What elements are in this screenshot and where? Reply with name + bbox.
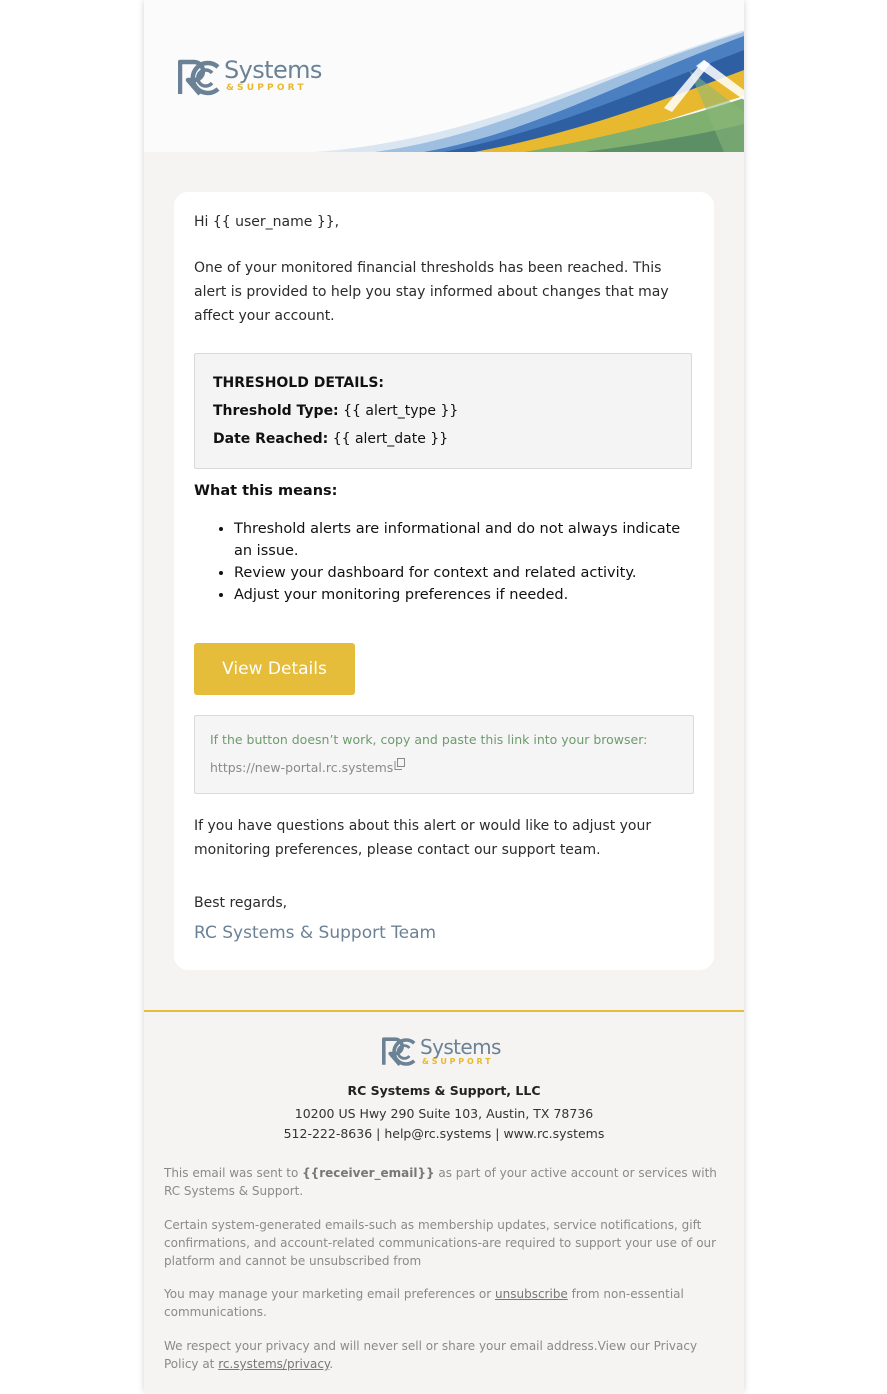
email-footer xyxy=(144,1010,744,1394)
fallback-note: If the button doesn’t work, copy and paste this link into your browser: xyxy=(210,732,648,747)
sent-to-notice xyxy=(164,1164,724,1200)
copy-icon[interactable] xyxy=(394,758,405,770)
sent-suffix: as part of your active account or services with RC Systems & Support. xyxy=(164,1166,717,1198)
list-item: • Adjust your monitoring preferences if needed. xyxy=(234,584,694,606)
phone-link[interactable]: 512-222-8636 xyxy=(283,1126,373,1141)
receiver-email: {{receiver_email}} xyxy=(302,1166,435,1180)
fallback-url-row xyxy=(210,760,405,775)
logo-wordmark: Systems xyxy=(420,1035,501,1059)
logo-wordmark: Systems xyxy=(224,56,322,84)
view-details-button[interactable]: View Details xyxy=(194,643,355,695)
date-reached-value: {{ alert_date }} xyxy=(332,431,449,447)
privacy-notice xyxy=(164,1337,724,1373)
company-address: 10200 US Hwy 290 Suite 103, Austin, TX 78736 xyxy=(294,1106,594,1121)
email-header xyxy=(144,0,744,152)
separator: | xyxy=(491,1126,504,1141)
threshold-type-row xyxy=(213,403,458,419)
threshold-type-label: Threshold Type: xyxy=(213,403,339,419)
intro-paragraph: One of your monitored financial thresholds has been reached. This alert is provided to help you stay informed about changes that may affect your account. xyxy=(194,260,669,324)
email-container xyxy=(144,0,744,1392)
privacy-prefix: We respect your privacy and will never sell or share your email address.View our Privacy Policy at xyxy=(164,1339,698,1371)
meaning-list xyxy=(194,518,694,606)
system-email-notice: Certain system-generated emails-such as membership updates, service notifications, gift confirmations, and account-related communications-are required to support your use of our platform and cannot be unsubscribed from xyxy=(164,1218,717,1268)
contact-line xyxy=(144,1126,744,1141)
manage-suffix: from non-essential communications. xyxy=(164,1287,684,1319)
questions-paragraph: If you have questions about this alert or would like to adjust your monitoring preferences, please contact our support team. xyxy=(194,818,652,858)
company-name: RC Systems & Support, LLC xyxy=(347,1083,541,1098)
signoff: Best regards, xyxy=(194,895,288,911)
threshold-details-box xyxy=(194,353,692,469)
threshold-type-value: {{ alert_type }} xyxy=(343,403,459,419)
website-link[interactable]: www.rc.systems xyxy=(503,1126,605,1141)
logo-subtext: &SUPPORT xyxy=(226,83,307,93)
fallback-url-link[interactable]: https://new-portal.rc.systems xyxy=(210,760,394,775)
privacy-suffix: . xyxy=(329,1357,334,1371)
unsubscribe-link[interactable]: unsubscribe xyxy=(495,1287,568,1301)
list-item: • Review your dashboard for context and related activity. xyxy=(234,562,694,584)
date-reached-row xyxy=(213,431,448,447)
fallback-link-box xyxy=(194,715,694,794)
manage-prefix: You may manage your marketing email preferences or xyxy=(164,1287,496,1301)
header-logo xyxy=(178,58,338,98)
greeting: Hi {{ user_name }}, xyxy=(194,214,340,230)
sent-prefix: This email was sent to xyxy=(164,1166,303,1180)
what-this-means-heading: What this means: xyxy=(194,483,338,499)
list-item: • Threshold alerts are informational and do not always indicate an issue. xyxy=(234,518,694,562)
footer-logo xyxy=(382,1036,512,1070)
privacy-link[interactable]: rc.systems/privacy xyxy=(218,1357,330,1371)
rc-logo-mark-icon xyxy=(382,1036,416,1068)
preferences-notice xyxy=(164,1285,724,1321)
message-card xyxy=(174,192,714,970)
logo-subtext: &SUPPORT xyxy=(422,1057,494,1066)
rc-logo-mark-icon xyxy=(178,58,220,98)
date-reached-label: Date Reached: xyxy=(213,431,329,447)
separator: | xyxy=(372,1126,385,1141)
threshold-details-heading: THRESHOLD DETAILS: xyxy=(213,375,385,391)
email-link[interactable]: help@rc.systems xyxy=(384,1126,492,1141)
signature-team: RC Systems & Support Team xyxy=(194,923,437,943)
